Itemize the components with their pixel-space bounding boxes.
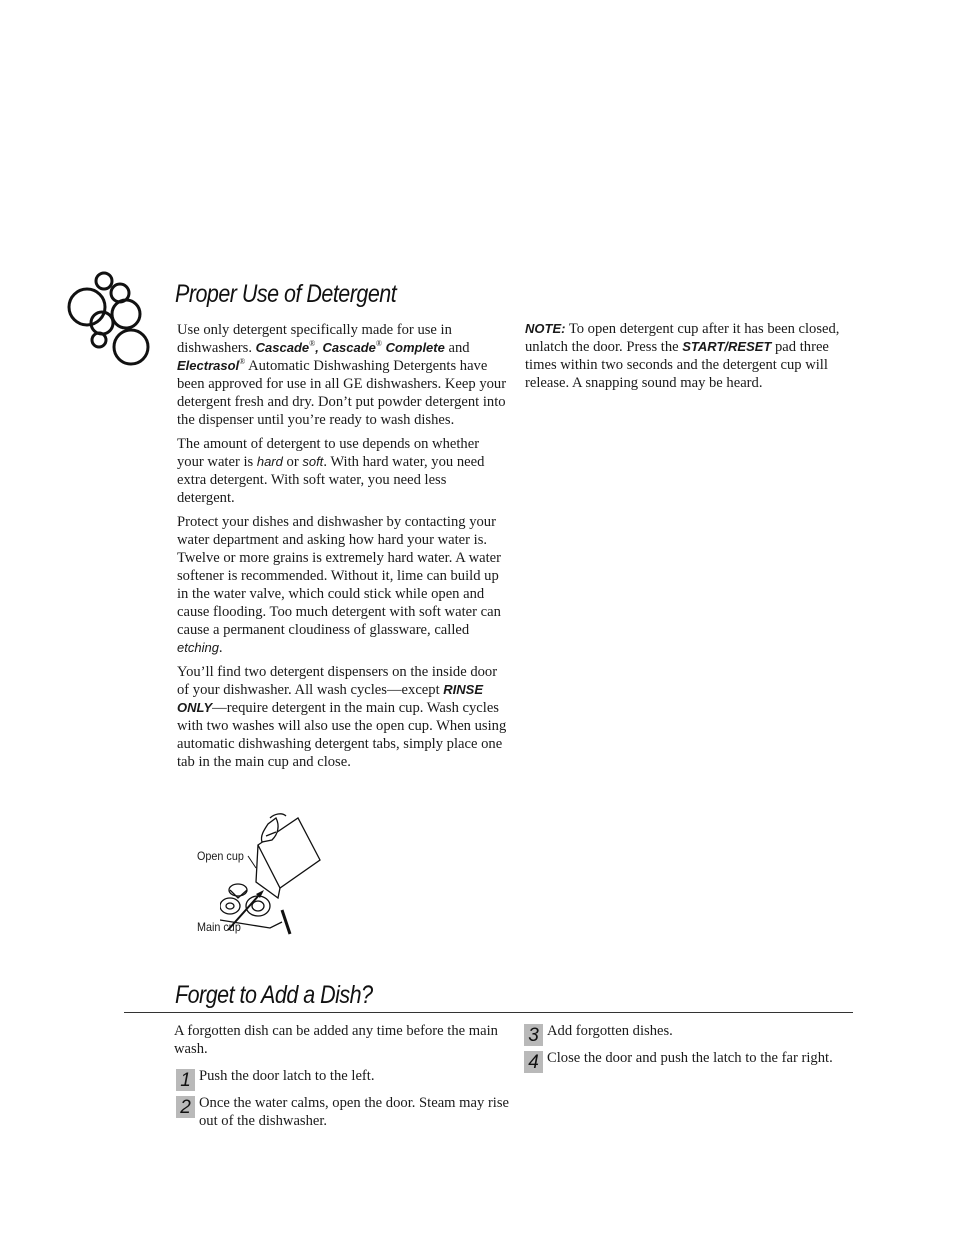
- paragraph-water-hardness: The amount of detergent to use depends on whether your water is hard or soft. With hard water, you need extra detergent. With soft water, you need less detergent.: [177, 436, 485, 506]
- start-reset-key: START/RESET: [682, 339, 772, 354]
- section-title-detergent: Proper Use of Detergent: [175, 280, 397, 308]
- step-4: [524, 1049, 839, 1073]
- step-number: 4: [524, 1051, 543, 1073]
- detergent-cup-note: NOTE: To open detergent cup after it has been closed, unlatch the door. Press the START/RESET pad three times within two seconds and the detergent cup will release. A snapping sound may be heard.: [525, 321, 840, 391]
- main-cup-label: Main cup: [197, 920, 241, 934]
- section-divider: [124, 1012, 853, 1013]
- open-cup-label: Open cup: [197, 849, 244, 863]
- step-text: Push the door latch to the left.: [199, 1068, 375, 1084]
- detergent-body: [177, 321, 507, 777]
- step-text: Add forgotten dishes.: [547, 1023, 673, 1039]
- step-3: [524, 1022, 839, 1046]
- paragraph-protect-dishes: Protect your dishes and dishwasher by contacting your water department and asking how hard your water is. Twelve or more grains is extremely hard water. A water softener is recommended. Without it, lime can build up in the water valve, which could stick while open and cause flooding. Too much detergent with soft water can cause a permanent cloudiness of glassware, called etching.: [177, 514, 501, 656]
- step-2: [176, 1094, 511, 1130]
- step-text: Close the door and push the latch to the far right.: [547, 1050, 833, 1066]
- note-label: NOTE:: [525, 321, 566, 336]
- bubbles-icon: [66, 270, 156, 370]
- forget-dish-intro: A forgotten dish can be added any time before the main wash.: [174, 1023, 498, 1057]
- step-number: 3: [524, 1024, 543, 1046]
- paragraph-approved-detergents: Use only detergent specifically made for use in dishwashers. Cascade®, Cascade® Complete and Electrasol® Automatic Dishwashing Detergents have been approved for use in all GE dishwashers. Keep your detergent fresh and dry. Don’t put powder detergent into the dispenser until you’re ready to wash dishes.: [177, 322, 507, 428]
- step-text: Once the water calms, open the door. Steam may rise out of the dishwasher.: [199, 1095, 510, 1129]
- section-title-forget-dish: Forget to Add a Dish?: [175, 981, 373, 1009]
- step-1: [176, 1067, 511, 1091]
- paragraph-dispensers: You’ll find two detergent dispensers on the inside door of your dishwasher. All wash cycles—except RINSE ONLY—require detergent in the main cup. Wash cycles with two washes will also use the open cup. When using automatic dishwashing detergent tabs, simply place one tab in the main cup and close.: [177, 664, 507, 770]
- step-number: 2: [176, 1096, 195, 1118]
- step-number: 1: [176, 1069, 195, 1091]
